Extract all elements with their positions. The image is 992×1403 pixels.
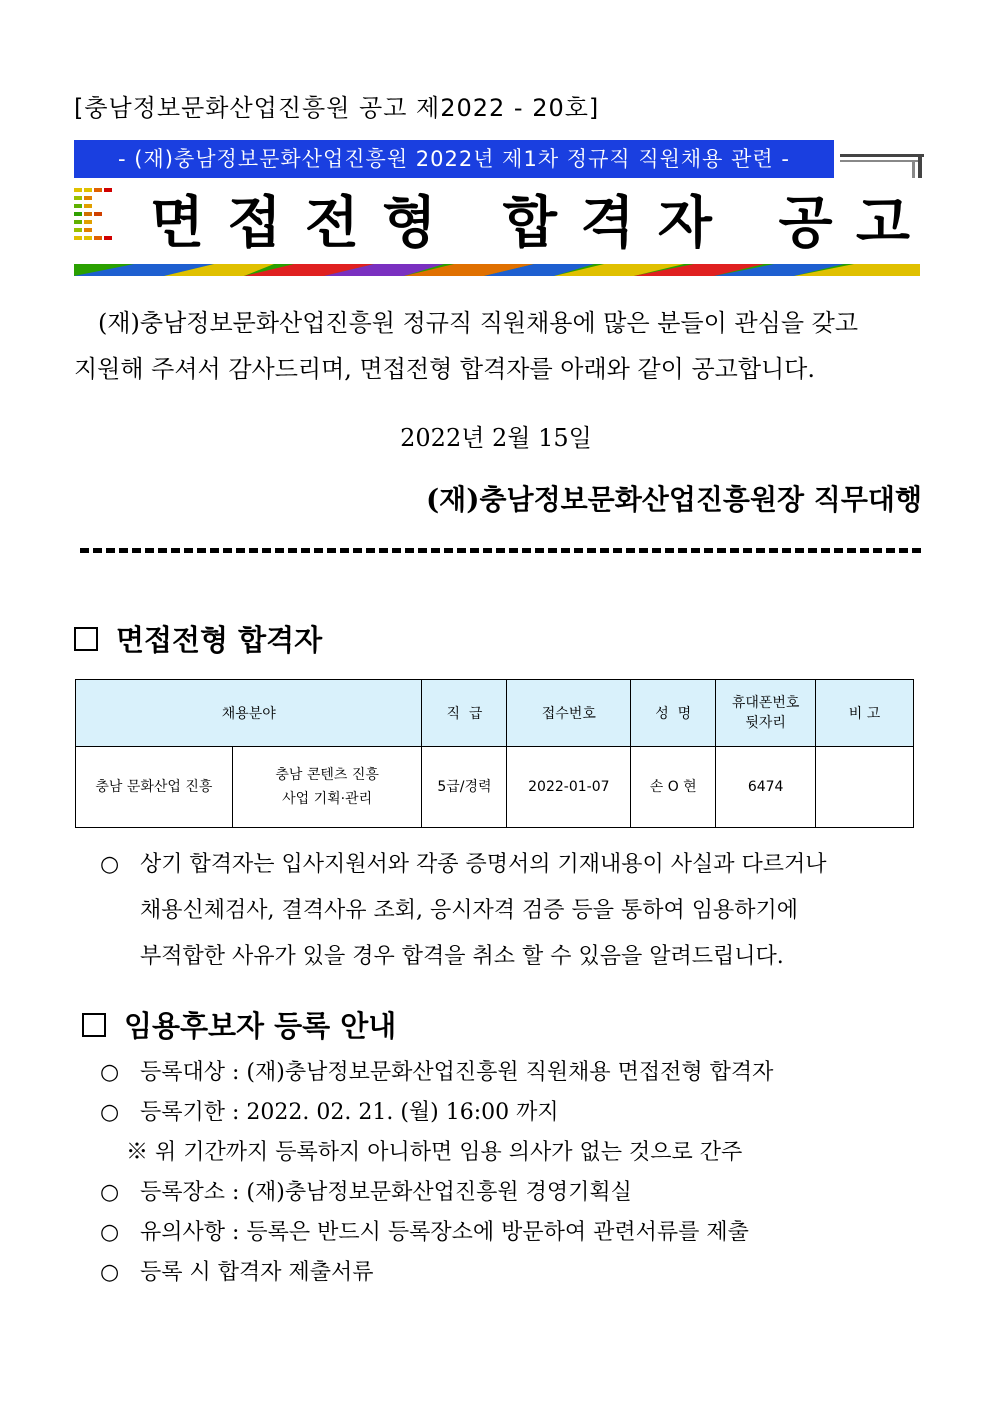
title-char: 고 [855, 191, 910, 256]
list-item: ○ 등록기한 : 2022. 02. 21. (월) 16:00 까지 [100, 1093, 920, 1133]
notice-date: 2022년 2월 15일 [400, 424, 592, 452]
cell-phone-last-digits: 6474 [716, 747, 816, 828]
list-item: ○ 등록대상 : (재)충남정보문화산업진흥원 직원채용 면접전형 합격자 [100, 1053, 920, 1093]
intro-line: (재)충남정보문화산업진흥원 정규직 직원채용에 많은 분들이 관심을 갖고 [98, 309, 859, 337]
header-name: 성 명 [631, 680, 716, 747]
cell-field: 충남 문화산업 진흥 [76, 747, 233, 828]
header-remarks: 비 고 [816, 680, 914, 747]
cell-name: 손 O 현 [631, 747, 716, 828]
logo-dots-icon [74, 188, 120, 250]
title-char: 형 [382, 191, 437, 256]
list-item: ○ 등록장소 : (재)충남정보문화산업진흥원 경영기획실 [100, 1173, 920, 1213]
registration-list [100, 1053, 920, 1293]
cell-remarks [816, 747, 914, 828]
circle-bullet-icon: ○ [100, 1220, 120, 1245]
circle-bullet-icon: ○ [100, 1180, 120, 1205]
intro-paragraph [74, 300, 924, 392]
title-char: 접 [227, 191, 282, 256]
header-phone-last-digits: 휴대폰번호 뒷자리 [716, 680, 816, 747]
checkbox-square-icon [82, 1013, 106, 1037]
title-char: 격 [580, 191, 635, 256]
note-line: 부적합한 사유가 있을 경우 합격을 취소 할 수 있음을 알려드립니다. [140, 944, 784, 969]
circle-bullet-icon: ○ [100, 852, 120, 877]
section-heading-interview [74, 618, 322, 659]
header-receipt-number: 접수번호 [507, 680, 631, 747]
issuer-name: (재)충남정보문화산업진흥원장 직무대행 [425, 483, 922, 516]
main-title [150, 186, 910, 262]
title-char: 자 [657, 191, 712, 256]
section-heading-registration [82, 1004, 396, 1045]
successful-candidates-table [75, 679, 914, 828]
circle-bullet-icon: ○ [100, 1100, 120, 1125]
list-item: ○ 등록 시 합격자 제출서류 [100, 1253, 920, 1293]
circle-bullet-icon: ○ [100, 1260, 120, 1285]
title-char: 공 [778, 191, 833, 256]
notice-number: [충남정보문화산업진흥원 공고 제2022 - 20호] [74, 94, 600, 122]
checkbox-square-icon [74, 627, 98, 651]
title-color-band [74, 264, 920, 276]
section-heading-text: 면접전형 합격자 [116, 623, 323, 657]
note-line: 채용신체검사, 결격사유 조회, 응시자격 검증 등을 통하여 임용하기에 [140, 898, 798, 923]
disqualification-note [100, 842, 920, 980]
list-item: ○ 유의사항 : 등록은 반드시 등록장소에 방문하여 관련서류를 제출 [100, 1213, 920, 1253]
intro-line: 지원해 주셔서 감사드리며, 면접전형 합격자를 아래와 같이 공고합니다. [74, 355, 815, 383]
title-char: 전 [304, 191, 359, 256]
cell-grade: 5급/경력 [422, 747, 507, 828]
section-heading-text: 임용후보자 등록 안내 [124, 1009, 397, 1043]
header-grade: 직 급 [422, 680, 507, 747]
table-row [76, 747, 914, 828]
dashed-divider [80, 548, 922, 553]
registration-deadline-note: ※ 위 기간까지 등록하지 아니하면 임용 의사가 없는 것으로 간주 [126, 1140, 743, 1165]
subtitle-banner: - (재)충남정보문화산업진흥원 2022년 제1차 정규직 직원채용 관련 - [74, 140, 834, 178]
circle-bullet-icon: ○ [100, 1060, 120, 1085]
cell-subfield: 충남 콘텐츠 진흥 사업 기획·관리 [232, 747, 422, 828]
note-line: 상기 합격자는 입사지원서와 각종 증명서의 기재내용이 사실과 다르거나 [140, 852, 827, 877]
subtitle-rule-decoration [840, 152, 924, 178]
title-char: 면 [150, 191, 205, 256]
title-char: 합 [502, 191, 558, 256]
header-field: 채용분야 [76, 680, 422, 747]
cell-receipt-number: 2022-01-07 [507, 747, 631, 828]
